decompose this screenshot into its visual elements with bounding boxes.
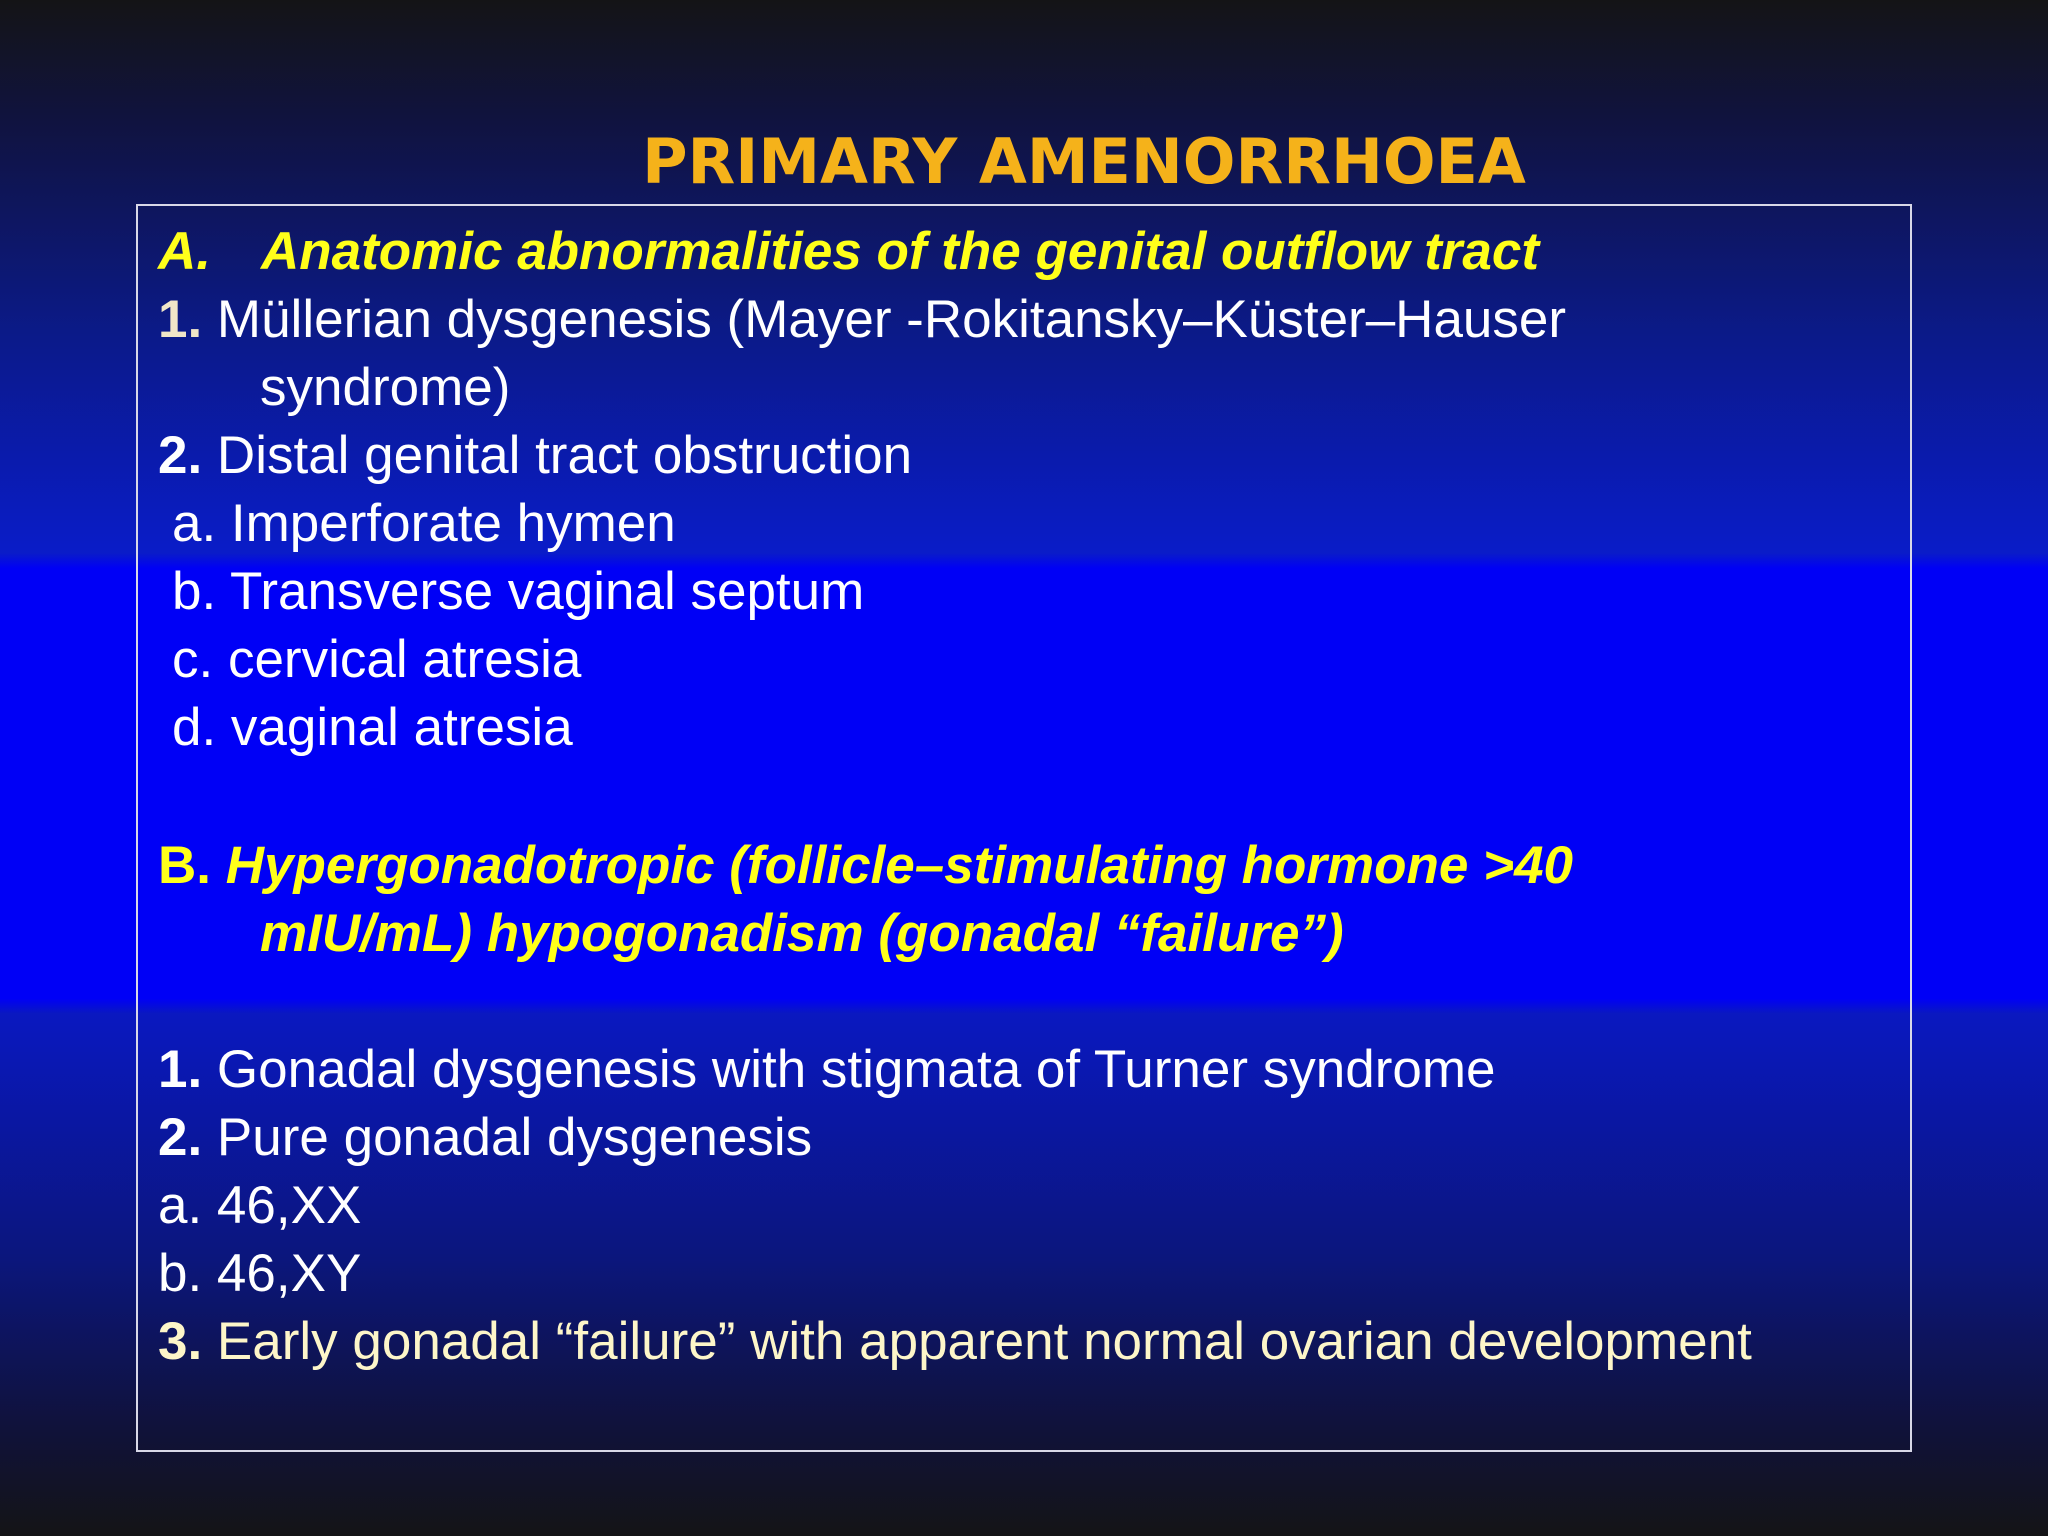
section-b-subitem: b. 46,XY — [158, 1244, 362, 1303]
section-b-item-3-text: Early gonadal “failure” with apparent normal ovarian development — [202, 1312, 1752, 1371]
section-b-heading — [158, 834, 1573, 898]
section-a-item-2 — [158, 424, 912, 488]
section-b-item-2-text: Pure gonadal dysgenesis — [202, 1108, 813, 1167]
section-b-heading-line2: mIU/mL) hypogonadism (gonadal “failure”) — [260, 904, 1344, 963]
section-a-subitem: a. Imperforate hymen — [172, 494, 676, 553]
section-a-subitem: d. vaginal atresia — [172, 698, 573, 757]
section-b-item-2 — [158, 1106, 812, 1170]
section-a-subitem: b. Transverse vaginal septum — [172, 562, 865, 621]
section-a-subitem: c. cervical atresia — [172, 630, 582, 689]
section-a-item-1 — [158, 288, 1566, 352]
section-b-item-1-num: 1. — [158, 1040, 203, 1099]
section-b-label: B. — [158, 836, 211, 895]
section-b-item-1-text: Gonadal dysgenesis with stigmata of Turner syndrome — [202, 1040, 1496, 1099]
section-a-item-2-num: 2. — [158, 426, 203, 485]
section-b-item-3 — [158, 1310, 1752, 1374]
section-a-heading — [158, 220, 1539, 284]
section-b-item-2-num: 2. — [158, 1108, 203, 1167]
section-a-item-1-cont: syndrome) — [260, 358, 511, 417]
section-a-item-2-text: Distal genital tract obstruction — [202, 426, 913, 485]
section-a-item-1-text: Müllerian dysgenesis (Mayer -Rokitansky–Küster–Hauser — [202, 290, 1567, 349]
section-a-item-1-num: 1. — [158, 290, 203, 349]
section-b-subitem: a. 46,XX — [158, 1176, 362, 1235]
section-b-item-1 — [158, 1038, 1495, 1102]
section-b-heading-line1: Hypergonadotropic (follicle–stimulating hormone >40 — [225, 836, 1574, 895]
section-a-heading-text: Anatomic abnormalities of the genital outflow tract — [261, 222, 1540, 281]
slide-title: PRIMARY AMENORRHOEA — [642, 125, 1526, 198]
section-b-item-3-num: 3. — [158, 1312, 203, 1371]
section-a-label: A. — [158, 222, 211, 281]
